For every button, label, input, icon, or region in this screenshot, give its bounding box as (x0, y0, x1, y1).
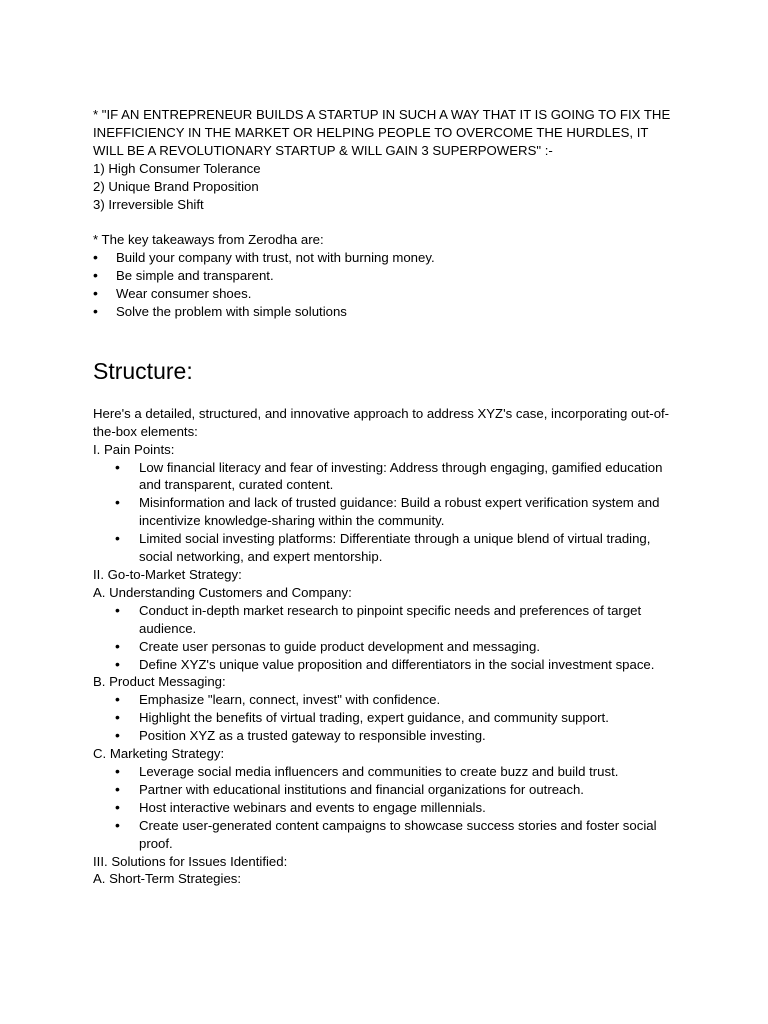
list-item: • Build your company with trust, not with burning money. (93, 249, 673, 267)
subsection-label: A. Short-Term Strategies: (93, 871, 242, 887)
document-body (93, 106, 673, 888)
subsection-label: B. Product Messaging: (93, 674, 226, 690)
superpower-item: 2) Unique Brand Proposition (93, 178, 259, 194)
list-item: • Limited social investing platforms: Differentiate through a unique blend of virtual trading, social networking, and expert mentorship. (93, 530, 673, 566)
quote-paragraph: * "IF AN ENTREPRENEUR BUILDS A STARTUP IN SUCH A WAY THAT IT IS GOING TO FIX THE INEFFICIENCY IN THE MARKET OR HELPING PEOPLE TO OVERCOME THE HURDLES, IT WILL BE A REVOLUTIONARY STARTUP & WILL GAIN 3 SUPERPOWERS" :- (93, 107, 671, 158)
customers-list (93, 602, 673, 674)
list-item: • Position XYZ as a trusted gateway to responsible investing. (93, 727, 673, 745)
blank-line (93, 213, 673, 231)
list-item: • Conduct in-depth market research to pinpoint specific needs and preferences of target audience. (93, 602, 673, 638)
list-item: • Host interactive webinars and events to engage millennials. (93, 799, 673, 817)
list-item: • Wear consumer shoes. (93, 285, 673, 303)
list-item: • Low financial literacy and fear of investing: Address through engaging, gamified education and transparent, curated content. (93, 459, 673, 495)
takeaways-list (93, 249, 673, 321)
list-item: • Solve the problem with simple solutions (93, 303, 673, 321)
section-heading: Structure: (93, 357, 193, 384)
takeaways-intro: * The key takeaways from Zerodha are: (93, 232, 324, 248)
list-item: • Highlight the benefits of virtual trading, expert guidance, and community support. (93, 709, 673, 727)
messaging-list (93, 691, 673, 745)
subsection-label: C. Marketing Strategy: (93, 746, 225, 762)
list-item: • Define XYZ's unique value proposition and differentiators in the social investment space. (93, 656, 673, 674)
section-label: III. Solutions for Issues Identified: (93, 853, 288, 869)
list-item: • Be simple and transparent. (93, 267, 673, 285)
structure-intro: Here's a detailed, structured, and innovative approach to address XYZ's case, incorporating out-of-the-box elements: (93, 405, 670, 439)
pain-points-list (93, 459, 673, 566)
list-item: • Create user-generated content campaigns to showcase success stories and foster social proof. (93, 817, 673, 853)
list-item: • Emphasize "learn, connect, invest" with confidence. (93, 691, 673, 709)
list-item: • Create user personas to guide product development and messaging. (93, 638, 673, 656)
list-item: • Partner with educational institutions and financial organizations for outreach. (93, 781, 673, 799)
superpower-item: 1) High Consumer Tolerance (93, 160, 261, 176)
list-item: • Leverage social media influencers and communities to create buzz and build trust. (93, 763, 673, 781)
subsection-label: A. Understanding Customers and Company: (93, 584, 352, 600)
superpower-item: 3) Irreversible Shift (93, 196, 204, 212)
marketing-list (93, 763, 673, 853)
list-item: • Misinformation and lack of trusted guidance: Build a robust expert verification system and incentivize knowledge-sharing within the community. (93, 494, 673, 530)
section-label: II. Go-to-Market Strategy: (93, 567, 242, 583)
section-label: I. Pain Points: (93, 441, 175, 457)
